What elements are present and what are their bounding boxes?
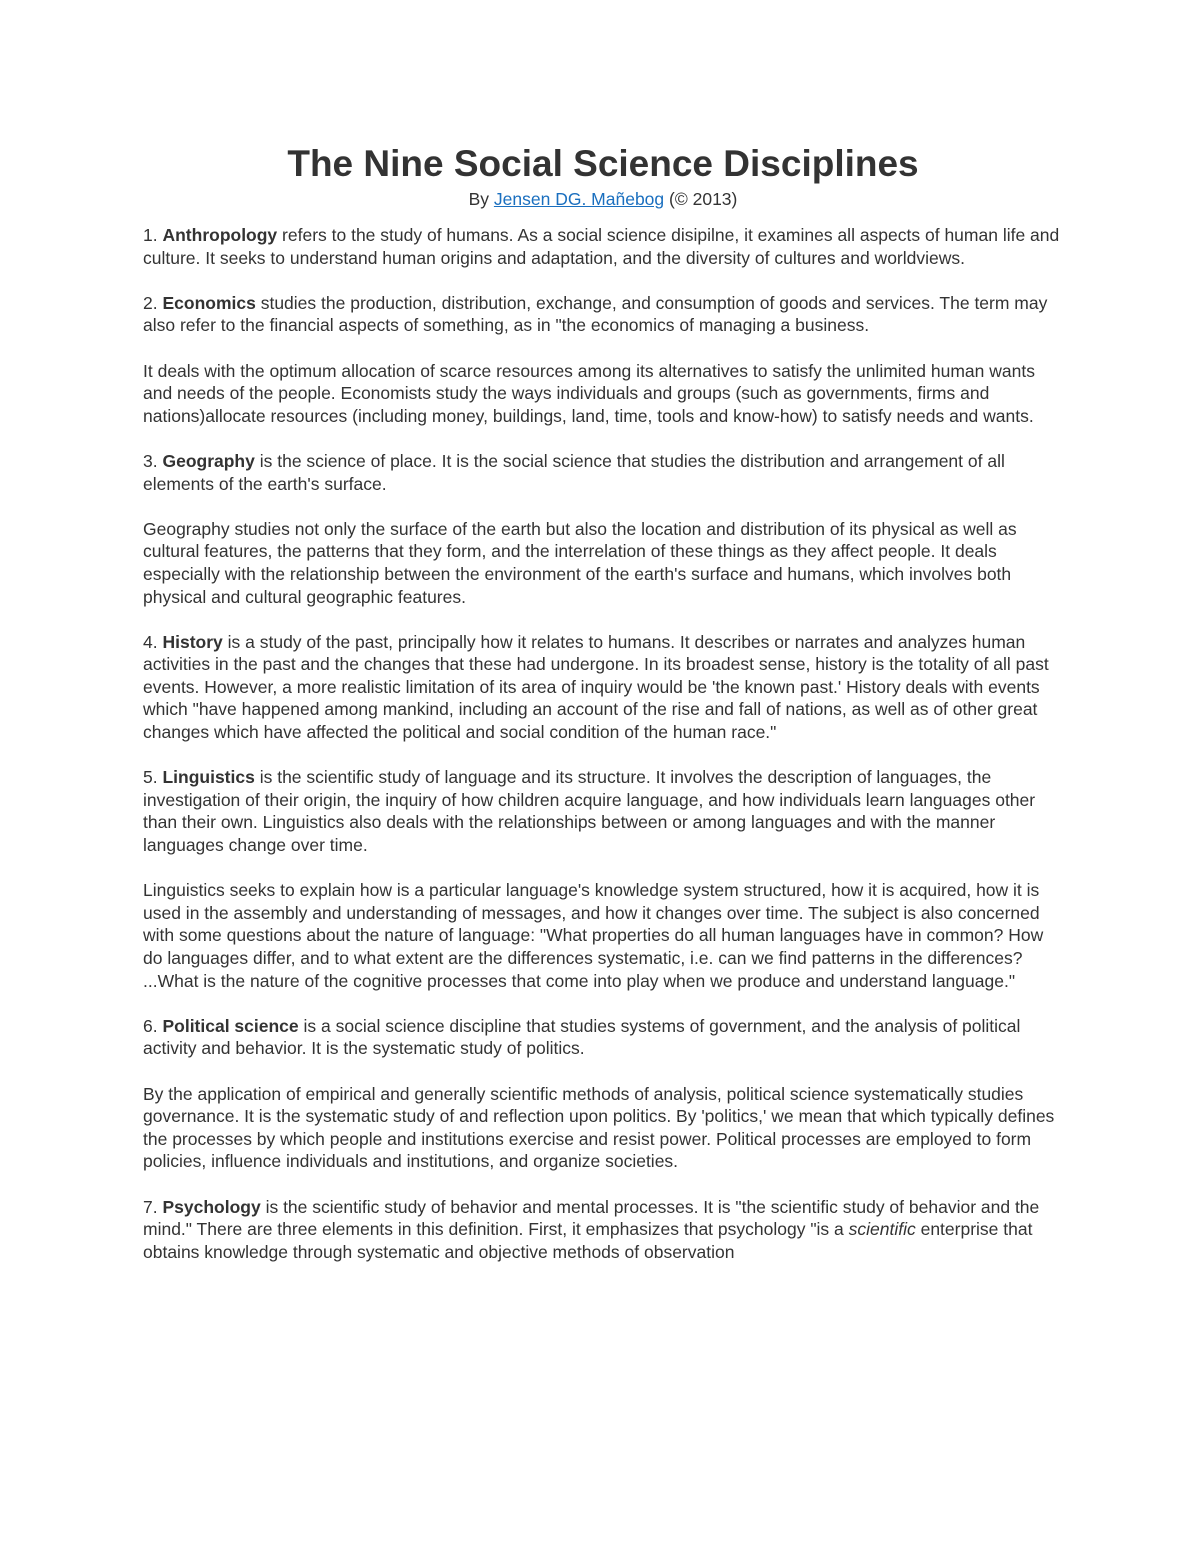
section-term: Economics	[162, 292, 256, 313]
paragraph-psychology	[143, 1196, 1063, 1264]
paragraph-economics-detail: It deals with the optimum allocation of scarce resources among its alternatives to satisfy the unlimited human wants and needs of the people. Economists study the ways individuals and groups (such as governments, firms and nations)allocate resources (including money, buildings, land, time, tools and know-how) to satisfy needs and wants.	[143, 360, 1035, 426]
document-page	[143, 140, 1063, 1286]
section-number: 7.	[143, 1196, 163, 1217]
paragraph-political-science-detail: By the application of empirical and generally scientific methods of analysis, political science systematically studies governance. It is the systematic study of and reflection upon politics. By 'politics,' we mean that which typically defines the processes by which people and institutions exercise and resist power. Political processes are employed to form policies, influence individuals and institutions, and organize societies.	[143, 1083, 1055, 1172]
paragraph-geography	[143, 450, 1063, 495]
section-text: is the science of place. It is the social science that studies the distribution and arrangement of all elements of the earth's surface.	[143, 450, 1005, 494]
section-text: is a social science discipline that studies systems of government, and the analysis of political activity and behavior. It is the systematic study of politics.	[143, 1015, 1021, 1059]
paragraph-economics	[143, 292, 1063, 337]
section-number: 2.	[143, 292, 163, 313]
byline-copyright: (© 2013)	[664, 189, 738, 209]
author-link[interactable]: Jensen DG. Mañebog	[493, 189, 665, 209]
section-text: is the scientific study of behavior and mental processes. It is "the scientific study of behavior and the mind." There are three elements in this definition. First, it emphasizes that psychology "is a	[143, 1196, 1040, 1240]
byline	[143, 188, 1063, 210]
section-text: is a study of the past, principally how it relates to humans. It describes or narrates and analyzes human activities in the past and the changes that these had undergone. In its broadest sense, history is the totality of all past events. However, a more realistic limitation of its area of inquiry would be 'the known past.' History deals with events which "have happened among mankind, including an account of the rise and fall of nations, as well as of other great changes which have affected the political and social condition of the human race."	[143, 631, 1049, 743]
section-term: Linguistics	[162, 767, 255, 788]
section-term: Geography	[162, 450, 255, 471]
byline-prefix: By	[468, 189, 494, 209]
section-term: Anthropology	[162, 225, 278, 245]
paragraph-linguistics	[143, 766, 1063, 856]
section-number: 1.	[143, 225, 163, 245]
section-number: 4.	[143, 631, 163, 652]
section-text-continued: enterprise that obtains knowledge through systematic and objective methods of observation	[143, 1219, 1033, 1262]
paragraph-history	[143, 631, 1063, 744]
paragraph-geography-detail: Geography studies not only the surface of the earth but also the location and distribution of its physical as well as cultural features, the patterns that they form, and the interrelation of these things as they affect people. It deals especially with the relationship between the environment of the earth's surface and humans, which involves both physical and cultural geographic features.	[143, 518, 1017, 607]
document-title: The Nine Social Science Disciplines	[287, 143, 919, 184]
paragraph-political-science	[143, 1015, 1063, 1060]
section-text: studies the production, distribution, exchange, and consumption of goods and services. The term may also refer to the financial aspects of something, as in "the economics of managing a business.	[143, 292, 1048, 336]
paragraph-anthropology	[143, 224, 1063, 269]
section-number: 3.	[143, 450, 163, 471]
section-term: Political science	[162, 1015, 299, 1036]
emphasis-text: scientific	[848, 1219, 916, 1240]
paragraph-linguistics-detail: Linguistics seeks to explain how is a particular language's knowledge system structured, how it is acquired, how it is used in the assembly and understanding of messages, and how it changes over time. The subject is also concerned with some questions about the nature of language: "What properties do all human languages have in common? How do languages differ, and to what extent are the differences systematic, i.e. can we find patterns in the differences? ...What is the nature of the cognitive processes that come into play when we produce and understand language."	[143, 880, 1044, 991]
section-term: History	[162, 631, 223, 652]
section-term: Psychology	[162, 1196, 261, 1217]
section-text: refers to the study of humans. As a social science disipilne, it examines all aspects of human life and culture. It seeks to understand human origins and adaptation, and the diversity of cultures and worldviews.	[143, 225, 1060, 268]
section-number: 6.	[143, 1015, 163, 1036]
section-text: is the scientific study of language and its structure. It involves the description of languages, the investigation of their origin, the inquiry of how children acquire language, and how individuals learn languages other than their own. Linguistics also deals with the relationships between or among languages and with the manner languages change over time.	[143, 767, 1036, 856]
section-number: 5.	[143, 767, 163, 788]
